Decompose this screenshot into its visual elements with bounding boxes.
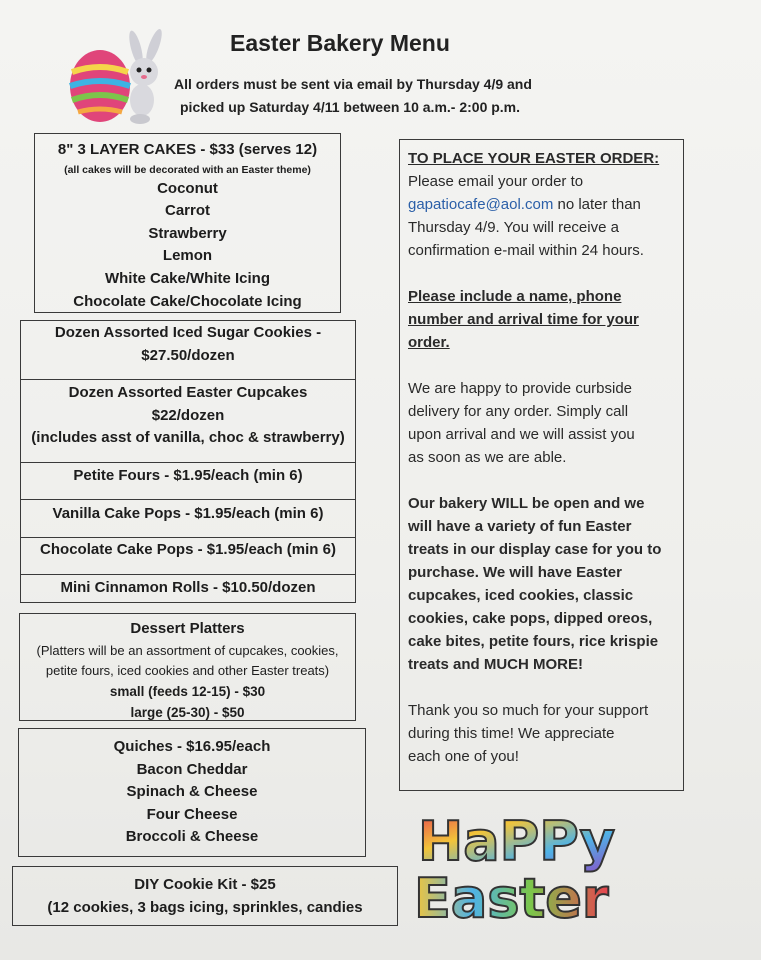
platters-note: petite fours, iced cookies and other Easter treats) — [45, 662, 330, 678]
divider — [20, 379, 356, 380]
cinnamon-rolls-item: Mini Cinnamon Rolls - $10.50/dozen — [60, 579, 316, 596]
order-heading: TO PLACE YOUR EASTER ORDER: — [408, 150, 660, 167]
petite-fours-item: Petite Fours - $1.95/each (min 6) — [73, 467, 303, 484]
include-info-text: number and arrival time for your — [408, 311, 639, 328]
pickup-line: picked up Saturday 4/11 between 10 a.m.- 2:00 p.m. — [180, 99, 521, 115]
cupcakes-line1: Dozen Assorted Easter Cupcakes — [68, 384, 308, 401]
cakes-note: (all cakes will be decorated with an Easter theme) — [64, 163, 311, 176]
chocolate-cake-pops-item: Chocolate Cake Pops - $1.95/each (min 6) — [40, 541, 336, 558]
order-text: confirmation e-mail within 24 hours. — [408, 242, 644, 259]
cakes-heading: 8" 3 LAYER CAKES - $33 (serves 12) — [57, 141, 318, 158]
cupcakes-note: (includes asst of vanilla, choc & strawberry) — [31, 429, 345, 447]
bakery-open-text: treats and MUCH MORE! — [408, 656, 584, 673]
bakery-open-text: purchase. We will have Easter — [408, 564, 622, 581]
quiches-heading: Quiches - $16.95/each — [113, 738, 271, 755]
diy-kit-heading: DIY Cookie Kit - $25 — [134, 876, 276, 893]
order-text: no later than — [553, 196, 641, 213]
cake-flavor: Carrot — [164, 202, 210, 220]
platter-small: small (feeds 12-15) - $30 — [109, 683, 266, 699]
email-link[interactable]: gapatiocafe@aol.com — [408, 196, 554, 213]
platters-section — [19, 613, 356, 721]
curbside-text: We are happy to provide curbside — [408, 380, 633, 397]
include-info-text: order. — [408, 334, 450, 351]
diy-kit-note: (12 cookies, 3 bags icing, sprinkles, candies — [47, 898, 363, 916]
curbside-text: delivery for any order. Simply call — [408, 403, 629, 420]
cake-flavor: White Cake/White Icing — [104, 269, 270, 287]
thank-you-text: each one of you! — [408, 748, 519, 765]
curbside-text: as soon as we are able. — [408, 449, 567, 466]
order-text: Thursday 4/9. You will receive a — [408, 219, 619, 236]
order-text: Please email your order to — [408, 173, 584, 190]
quiche-flavor: Bacon Cheddar — [136, 760, 248, 778]
easter-word: Easter — [414, 867, 609, 925]
bakery-open-text: will have a variety of fun Easter — [408, 518, 632, 535]
curbside-text: upon arrival and we will assist you — [408, 426, 635, 443]
cake-flavor: Coconut — [157, 179, 218, 197]
divider — [20, 462, 356, 463]
cookies-price: $27.50/dozen — [141, 346, 235, 364]
cake-flavor: Lemon — [162, 247, 213, 265]
happy-word: HaPPy — [418, 810, 615, 873]
bakery-open-text: Our bakery WILL be open and we — [408, 495, 645, 512]
divider — [20, 574, 356, 575]
include-info-text: Please include a name, phone — [408, 288, 622, 305]
thank-you-text: during this time! We appreciate — [408, 725, 615, 742]
platters-note: (Platters will be an assortment of cupcakes, cookies, — [36, 642, 339, 658]
easter-bunny-egg-icon — [62, 26, 172, 126]
quiches-section — [18, 728, 366, 857]
divider — [20, 499, 356, 500]
quiche-flavor: Broccoli & Cheese — [125, 828, 259, 846]
vanilla-cake-pops-item: Vanilla Cake Pops - $1.95/each (min 6) — [52, 505, 324, 522]
page-title: Easter Bakery Menu — [230, 30, 450, 56]
bakery-open-text: treats in our display case for you to — [408, 541, 662, 558]
diy-kit-section — [12, 866, 398, 926]
quiche-flavor: Four Cheese — [146, 805, 238, 823]
order-info-box — [399, 139, 684, 791]
cookies-item — [20, 322, 356, 367]
cakes-section — [34, 133, 341, 313]
bakery-open-text: cupcakes, iced cookies, classic — [408, 587, 634, 604]
cupcakes-item — [20, 382, 356, 450]
happy-easter-graphic — [410, 805, 700, 925]
platters-heading: Dessert Platters — [130, 620, 245, 637]
cake-flavor: Chocolate Cake/Chocolate Icing — [73, 292, 302, 310]
order-deadline-line: All orders must be sent via email by Thursday 4/9 and — [174, 76, 532, 92]
bakery-open-text: cake bites, petite fours, rice krispie — [408, 633, 659, 650]
platter-large: large (25-30) - $50 — [130, 704, 245, 720]
divider — [20, 537, 356, 538]
cupcakes-price: $22/dozen — [151, 406, 225, 424]
quiche-flavor: Spinach & Cheese — [126, 783, 258, 801]
bakery-open-text: cookies, cake pops, dipped oreos, — [408, 610, 653, 627]
cookies-line1: Dozen Assorted Iced Sugar Cookies - — [54, 324, 322, 341]
thank-you-text: Thank you so much for your support — [408, 702, 649, 719]
cake-flavor: Strawberry — [148, 224, 227, 242]
